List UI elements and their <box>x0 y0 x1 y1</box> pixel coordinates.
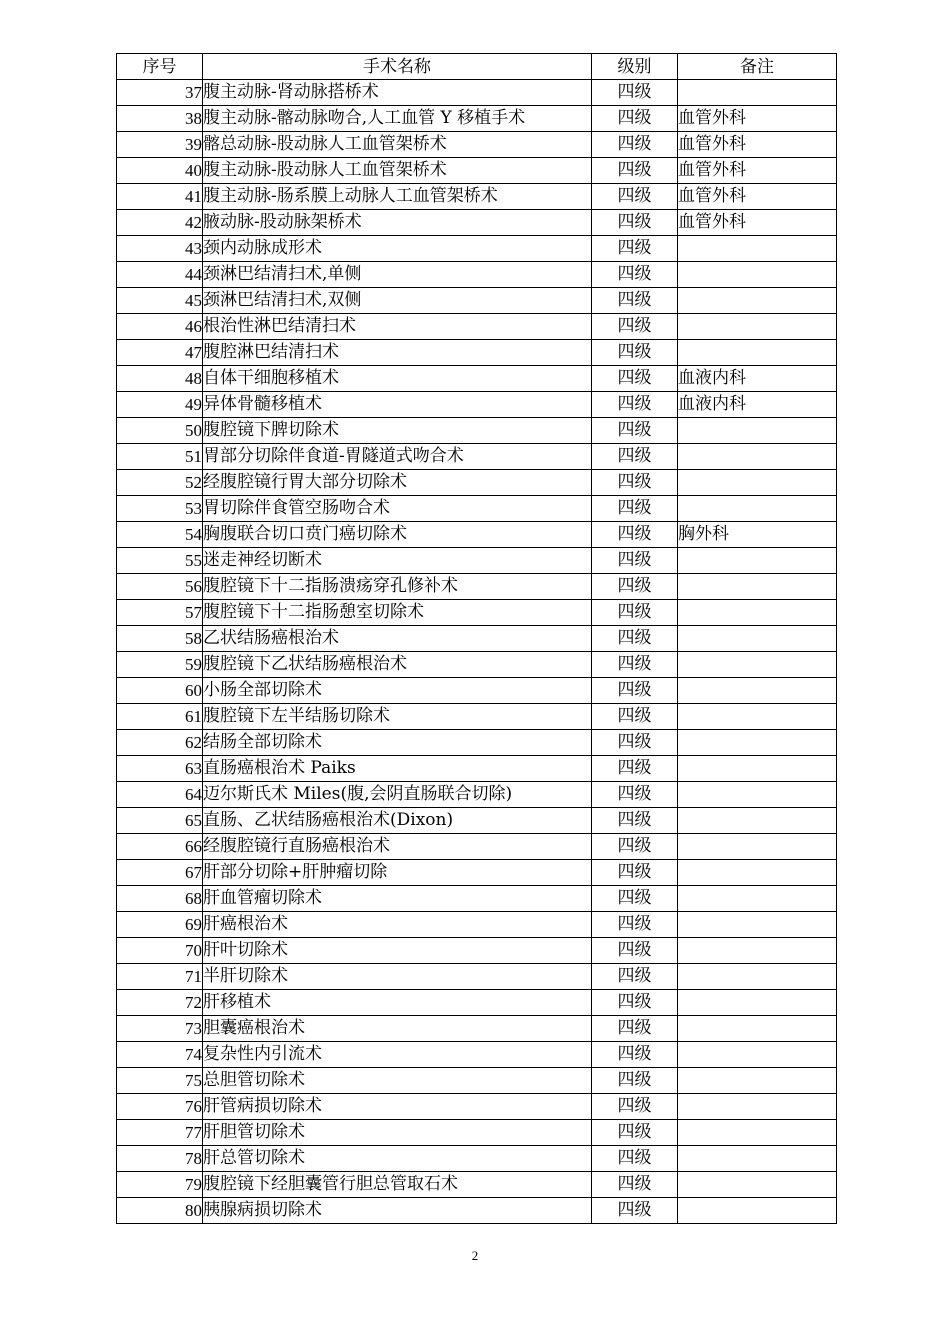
surgery-name: 腹腔镜下十二指肠溃疡穿孔修补术 <box>203 574 592 600</box>
table-row <box>117 132 837 158</box>
table-row <box>117 314 837 340</box>
row-number: 61 <box>117 704 203 730</box>
surgery-note <box>678 756 837 782</box>
surgery-note <box>678 574 837 600</box>
table-row <box>117 1172 837 1198</box>
table-row <box>117 912 837 938</box>
surgery-name: 胆囊癌根治术 <box>203 1016 592 1042</box>
surgery-note <box>678 470 837 496</box>
surgery-name: 小肠全部切除术 <box>203 678 592 704</box>
row-number: 46 <box>117 314 203 340</box>
surgery-note <box>678 1016 837 1042</box>
surgery-level: 四级 <box>592 418 678 444</box>
surgery-name: 腹主动脉-髂动脉吻合,人工血管 Y 移植手术 <box>203 106 592 132</box>
row-number: 41 <box>117 184 203 210</box>
row-number: 49 <box>117 392 203 418</box>
surgery-name: 肝管病损切除术 <box>203 1094 592 1120</box>
surgery-name: 肝总管切除术 <box>203 1146 592 1172</box>
surgery-name: 腹腔镜下经胆囊管行胆总管取石术 <box>203 1172 592 1198</box>
surgery-level: 四级 <box>592 938 678 964</box>
surgery-note <box>678 730 837 756</box>
table-row <box>117 288 837 314</box>
surgery-name: 直肠癌根治术 Paiks <box>203 756 592 782</box>
table-row <box>117 1042 837 1068</box>
surgery-name: 腹腔镜下左半结肠切除术 <box>203 704 592 730</box>
row-number: 57 <box>117 600 203 626</box>
surgery-name: 腹腔镜下十二指肠憩室切除术 <box>203 600 592 626</box>
surgery-name: 复杂性内引流术 <box>203 1042 592 1068</box>
row-number: 53 <box>117 496 203 522</box>
surgery-name: 髂总动脉-股动脉人工血管架桥术 <box>203 132 592 158</box>
surgery-note <box>678 236 837 262</box>
surgery-level: 四级 <box>592 1016 678 1042</box>
surgery-level: 四级 <box>592 80 678 106</box>
surgery-level: 四级 <box>592 444 678 470</box>
row-number: 43 <box>117 236 203 262</box>
row-number: 80 <box>117 1198 203 1224</box>
row-number: 44 <box>117 262 203 288</box>
surgery-level: 四级 <box>592 808 678 834</box>
surgery-note <box>678 1068 837 1094</box>
table-row <box>117 730 837 756</box>
row-number: 62 <box>117 730 203 756</box>
row-number: 58 <box>117 626 203 652</box>
surgery-name: 直肠、乙状结肠癌根治术(Dixon) <box>203 808 592 834</box>
row-number: 78 <box>117 1146 203 1172</box>
surgery-name: 腹主动脉-肠系膜上动脉人工血管架桥术 <box>203 184 592 210</box>
table-row <box>117 444 837 470</box>
row-number: 37 <box>117 80 203 106</box>
table-row <box>117 600 837 626</box>
surgery-note <box>678 912 837 938</box>
surgery-level: 四级 <box>592 184 678 210</box>
surgery-name: 胰腺病损切除术 <box>203 1198 592 1224</box>
surgery-level: 四级 <box>592 1172 678 1198</box>
row-number: 50 <box>117 418 203 444</box>
table-row <box>117 470 837 496</box>
row-number: 59 <box>117 652 203 678</box>
row-number: 68 <box>117 886 203 912</box>
surgery-level: 四级 <box>592 262 678 288</box>
surgery-level: 四级 <box>592 990 678 1016</box>
row-number: 77 <box>117 1120 203 1146</box>
row-number: 67 <box>117 860 203 886</box>
table-row <box>117 756 837 782</box>
table-row <box>117 860 837 886</box>
surgery-level: 四级 <box>592 470 678 496</box>
table-row <box>117 1120 837 1146</box>
surgery-table <box>116 53 837 1224</box>
table-row <box>117 990 837 1016</box>
table-row <box>117 678 837 704</box>
surgery-name: 经腹腔镜行胃大部分切除术 <box>203 470 592 496</box>
table-row <box>117 1094 837 1120</box>
table-row <box>117 236 837 262</box>
surgery-level: 四级 <box>592 912 678 938</box>
table-header-row <box>117 54 837 80</box>
row-number: 65 <box>117 808 203 834</box>
surgery-level: 四级 <box>592 522 678 548</box>
surgery-name: 腹腔镜下脾切除术 <box>203 418 592 444</box>
surgery-level: 四级 <box>592 600 678 626</box>
surgery-name: 肝叶切除术 <box>203 938 592 964</box>
surgery-name: 半肝切除术 <box>203 964 592 990</box>
row-number: 76 <box>117 1094 203 1120</box>
surgery-note <box>678 600 837 626</box>
surgery-note <box>678 808 837 834</box>
surgery-level: 四级 <box>592 1198 678 1224</box>
row-number: 45 <box>117 288 203 314</box>
surgery-level: 四级 <box>592 210 678 236</box>
table-row <box>117 522 837 548</box>
surgery-note: 血管外科 <box>678 184 837 210</box>
table-row <box>117 1016 837 1042</box>
table-row <box>117 652 837 678</box>
row-number: 56 <box>117 574 203 600</box>
surgery-level: 四级 <box>592 496 678 522</box>
surgery-note <box>678 704 837 730</box>
surgery-note <box>678 626 837 652</box>
table-row <box>117 964 837 990</box>
surgery-note <box>678 1094 837 1120</box>
surgery-level: 四级 <box>592 964 678 990</box>
table-row <box>117 1198 837 1224</box>
surgery-level: 四级 <box>592 340 678 366</box>
row-number: 40 <box>117 158 203 184</box>
table-row <box>117 392 837 418</box>
row-number: 54 <box>117 522 203 548</box>
table-row <box>117 548 837 574</box>
surgery-level: 四级 <box>592 886 678 912</box>
table-row <box>117 626 837 652</box>
surgery-note <box>678 1198 837 1224</box>
table-row <box>117 184 837 210</box>
surgery-name: 肝部分切除+肝肿瘤切除 <box>203 860 592 886</box>
row-number: 66 <box>117 834 203 860</box>
surgery-name: 颈淋巴结清扫术,双侧 <box>203 288 592 314</box>
surgery-level: 四级 <box>592 158 678 184</box>
table-row <box>117 210 837 236</box>
surgery-name: 结肠全部切除术 <box>203 730 592 756</box>
surgery-note: 血液内科 <box>678 366 837 392</box>
table-row <box>117 106 837 132</box>
table-row <box>117 704 837 730</box>
row-number: 38 <box>117 106 203 132</box>
surgery-level: 四级 <box>592 1120 678 1146</box>
surgery-name: 经腹腔镜行直肠癌根治术 <box>203 834 592 860</box>
surgery-note: 血管外科 <box>678 210 837 236</box>
surgery-note <box>678 964 837 990</box>
row-number: 74 <box>117 1042 203 1068</box>
surgery-level: 四级 <box>592 236 678 262</box>
surgery-note: 血液内科 <box>678 392 837 418</box>
table-row <box>117 340 837 366</box>
row-number: 64 <box>117 782 203 808</box>
row-number: 72 <box>117 990 203 1016</box>
surgery-level: 四级 <box>592 678 678 704</box>
surgery-level: 四级 <box>592 860 678 886</box>
surgery-note: 血管外科 <box>678 132 837 158</box>
row-number: 75 <box>117 1068 203 1094</box>
surgery-level: 四级 <box>592 366 678 392</box>
surgery-level: 四级 <box>592 704 678 730</box>
surgery-level: 四级 <box>592 1094 678 1120</box>
surgery-name: 迷走神经切断术 <box>203 548 592 574</box>
row-number: 79 <box>117 1172 203 1198</box>
header-no: 序号 <box>117 54 203 80</box>
table-row <box>117 1146 837 1172</box>
surgery-level: 四级 <box>592 574 678 600</box>
table-row <box>117 1068 837 1094</box>
table-row <box>117 834 837 860</box>
surgery-note <box>678 834 837 860</box>
row-number: 52 <box>117 470 203 496</box>
row-number: 47 <box>117 340 203 366</box>
surgery-name: 总胆管切除术 <box>203 1068 592 1094</box>
surgery-name: 肝癌根治术 <box>203 912 592 938</box>
surgery-level: 四级 <box>592 652 678 678</box>
header-note: 备注 <box>678 54 837 80</box>
surgery-name: 腹腔淋巴结清扫术 <box>203 340 592 366</box>
surgery-level: 四级 <box>592 288 678 314</box>
row-number: 51 <box>117 444 203 470</box>
table-row <box>117 782 837 808</box>
surgery-name: 异体骨髓移植术 <box>203 392 592 418</box>
surgery-name: 腋动脉-股动脉架桥术 <box>203 210 592 236</box>
table-row <box>117 808 837 834</box>
surgery-note <box>678 938 837 964</box>
surgery-note: 胸外科 <box>678 522 837 548</box>
surgery-name: 肝血管瘤切除术 <box>203 886 592 912</box>
row-number: 71 <box>117 964 203 990</box>
table-row <box>117 80 837 106</box>
surgery-name: 胃部分切除伴食道-胃隧道式吻合术 <box>203 444 592 470</box>
table-body <box>117 80 837 1224</box>
surgery-note <box>678 314 837 340</box>
table-row <box>117 886 837 912</box>
surgery-level: 四级 <box>592 314 678 340</box>
surgery-note <box>678 340 837 366</box>
surgery-note <box>678 496 837 522</box>
surgery-name: 腹主动脉-股动脉人工血管架桥术 <box>203 158 592 184</box>
surgery-level: 四级 <box>592 132 678 158</box>
surgery-name: 颈淋巴结清扫术,单侧 <box>203 262 592 288</box>
surgery-note <box>678 262 837 288</box>
table-row <box>117 158 837 184</box>
row-number: 63 <box>117 756 203 782</box>
surgery-level: 四级 <box>592 834 678 860</box>
page-number: 2 <box>471 1248 479 1263</box>
surgery-level: 四级 <box>592 392 678 418</box>
surgery-name: 乙状结肠癌根治术 <box>203 626 592 652</box>
surgery-name: 腹主动脉-肾动脉搭桥术 <box>203 80 592 106</box>
surgery-level: 四级 <box>592 548 678 574</box>
row-number: 48 <box>117 366 203 392</box>
header-name: 手术名称 <box>203 54 592 80</box>
surgery-note <box>678 1172 837 1198</box>
surgery-level: 四级 <box>592 756 678 782</box>
table-row <box>117 262 837 288</box>
surgery-name: 根治性淋巴结清扫术 <box>203 314 592 340</box>
surgery-level: 四级 <box>592 106 678 132</box>
surgery-note: 血管外科 <box>678 106 837 132</box>
surgery-note <box>678 990 837 1016</box>
surgery-note <box>678 444 837 470</box>
surgery-note <box>678 782 837 808</box>
surgery-note <box>678 418 837 444</box>
surgery-note <box>678 548 837 574</box>
table-row <box>117 418 837 444</box>
surgery-note <box>678 80 837 106</box>
surgery-note <box>678 886 837 912</box>
row-number: 70 <box>117 938 203 964</box>
surgery-level: 四级 <box>592 1146 678 1172</box>
surgery-note <box>678 678 837 704</box>
surgery-note: 血管外科 <box>678 158 837 184</box>
table-row <box>117 496 837 522</box>
row-number: 55 <box>117 548 203 574</box>
surgery-name: 颈内动脉成形术 <box>203 236 592 262</box>
row-number: 73 <box>117 1016 203 1042</box>
surgery-name: 腹腔镜下乙状结肠癌根治术 <box>203 652 592 678</box>
row-number: 39 <box>117 132 203 158</box>
surgery-name: 胸腹联合切口贲门癌切除术 <box>203 522 592 548</box>
surgery-level: 四级 <box>592 730 678 756</box>
surgery-name: 迈尔斯氏术 Miles(腹,会阴直肠联合切除) <box>203 782 592 808</box>
surgery-note <box>678 1120 837 1146</box>
surgery-level: 四级 <box>592 1042 678 1068</box>
header-level: 级别 <box>592 54 678 80</box>
surgery-note <box>678 1146 837 1172</box>
surgery-name: 自体干细胞移植术 <box>203 366 592 392</box>
surgery-level: 四级 <box>592 782 678 808</box>
table-row <box>117 574 837 600</box>
row-number: 42 <box>117 210 203 236</box>
row-number: 60 <box>117 678 203 704</box>
table-row <box>117 366 837 392</box>
surgery-note <box>678 860 837 886</box>
surgery-name: 胃切除伴食管空肠吻合术 <box>203 496 592 522</box>
surgery-note <box>678 652 837 678</box>
surgery-level: 四级 <box>592 626 678 652</box>
table-row <box>117 938 837 964</box>
surgery-note <box>678 1042 837 1068</box>
surgery-level: 四级 <box>592 1068 678 1094</box>
surgery-note <box>678 288 837 314</box>
surgery-name: 肝移植术 <box>203 990 592 1016</box>
surgery-name: 肝胆管切除术 <box>203 1120 592 1146</box>
row-number: 69 <box>117 912 203 938</box>
